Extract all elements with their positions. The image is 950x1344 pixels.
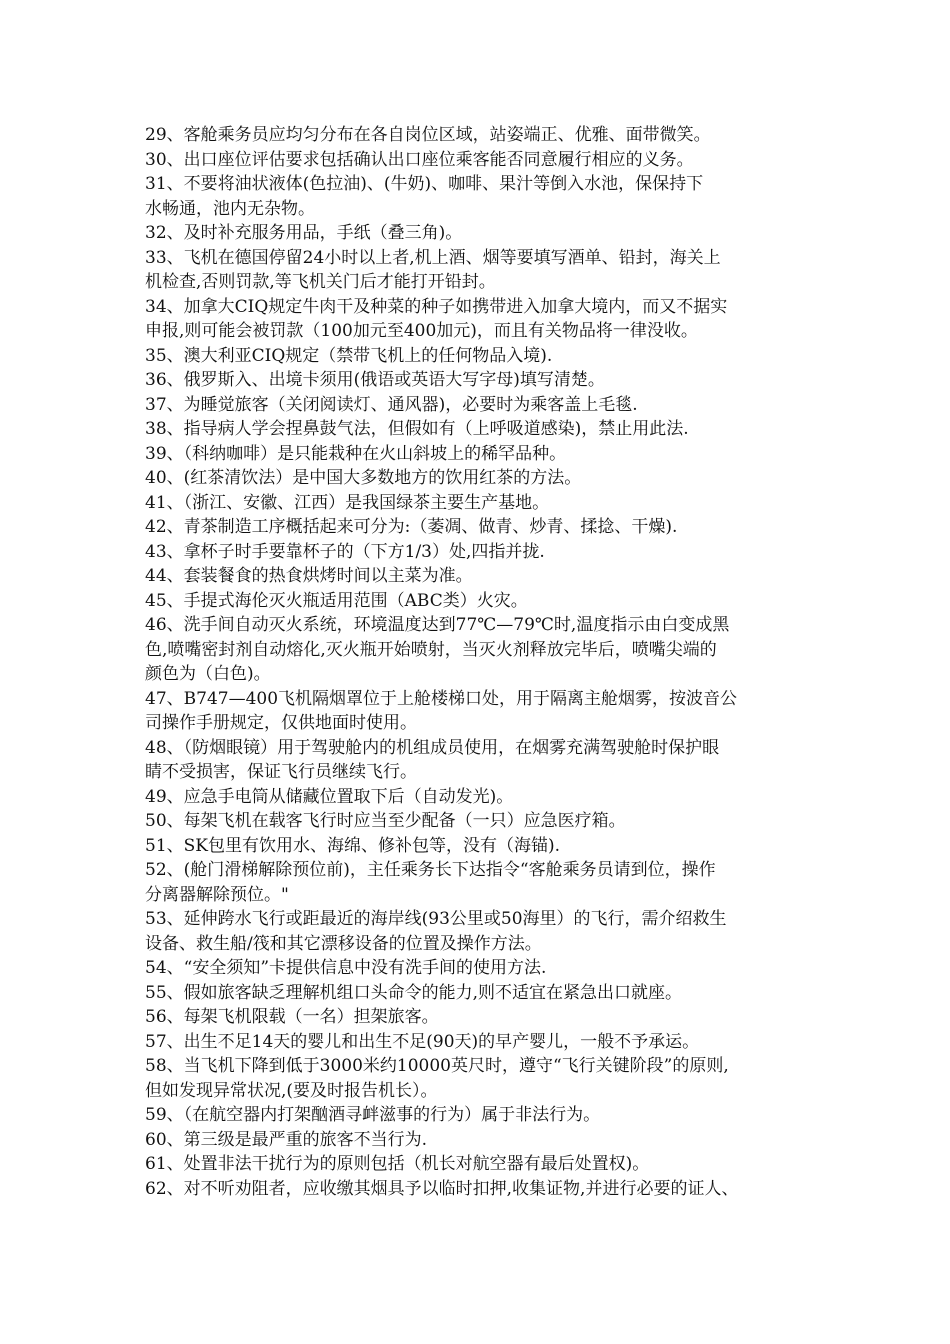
text-line: 44、套装餐食的热食烘烤时间以主菜为准。 [145,566,473,586]
text-line: 52、(舱门滑梯解除预位前)，主任乘务长下达指令“客舱乘务员请到位，操作 [145,860,716,880]
text-line: 32、及时补充服务用品，手纸（叠三角)。 [145,223,463,243]
text-line: 31、不要将油状液体(色拉油)、(牛奶)、咖啡、果汁等倒入水池，保保持下 [145,174,704,194]
text-line: 48、（防烟眼镜）用于驾驶舱内的机组成员使用，在烟雾充满驾驶舱时保护眼 [145,737,720,758]
text-line: 35、澳大利亚CIQ规定（禁带飞机上的任何物品入境). [145,345,553,366]
text-line: 机检查,否则罚款,等飞机关门后才能打开铅封。 [145,272,496,292]
text-line: 色,喷嘴密封剂自动熔化,灭火瓶开始喷射，当灭火剂释放完毕后，喷嘴尖端的 [145,639,717,660]
text-line: 但如发现异常状况,(要及时报告机长）。 [145,1080,438,1101]
text-line: 睛不受损害，保证飞行员继续飞行。 [145,762,417,782]
text-line: 42、青茶制造工序概括起来可分为:（萎凋、做青、炒青、揉捻、干燥). [145,517,678,537]
text-line: 设备、救生船/筏和其它漂移设备的位置及操作方法。 [145,933,542,954]
text-line: 45、手提式海伦灭火瓶适用范围（ABC类）火灾。 [145,590,528,611]
text-line: 62、对不听劝阻者，应收缴其烟具予以临时扣押,收集证物,并进行必要的证人、 [145,1178,739,1199]
text-line: 43、拿杯子时手要靠杯子的（下方1/3）处,四指并拢. [145,541,545,562]
text-line: 49、应急手电筒从储藏位置取下后（自动发光)。 [145,786,514,807]
text-line: 46、洗手间自动灭火系统，环境温度达到77℃—79℃时,温度指示由白变成黑 [145,615,730,635]
text-line: 水畅通，池内无杂物。 [145,198,315,219]
text-line: 60、第三级是最严重的旅客不当行为. [145,1129,428,1150]
text-line: 47、B747—400飞机隔烟罩位于上舱楼梯口处，用于隔离主舱烟雾，按波音公 [145,688,738,709]
text-line: 37、为睡觉旅客（关闭阅读灯、通风器)，必要时为乘客盖上毛毯. [145,394,638,415]
text-line: 57、出生不足14天的婴儿和出生不足(90天)的早产婴儿，一般不予承运。 [145,1031,700,1052]
text-line: 59、（在航空器内打架酗酒寻衅滋事的行为）属于非法行为。 [145,1105,601,1125]
text-line: 36、俄罗斯入、出境卡须用(俄语或英语大写字母)填写清楚。 [145,370,605,390]
text-line: 29、客舱乘务员应均匀分布在各自岗位区域，站姿端正、优雅、面带微笑。 [145,125,711,145]
text-line: 38、指导病人学会捏鼻鼓气法，但假如有（上呼吸道感染)，禁止用此法. [145,419,689,439]
text-line: 30、出口座位评估要求包括确认出口座位乘客能否同意履行相应的义务。 [145,149,694,170]
text-line: 颜色为（白色)。 [145,664,271,684]
document-body [145,123,810,1201]
text-line: 50、每架飞机在载客飞行时应当至少配备（一只）应急医疗箱。 [145,811,626,831]
text-line: 51、SK包里有饮用水、海绵、修补包等，没有（海锚). [145,835,561,856]
text-line: 分离器解除预位。" [145,884,289,905]
text-line: 39、（科纳咖啡）是只能栽种在火山斜坡上的稀罕品种。 [145,443,567,464]
text-line: 58、当飞机下降到低于3000米约10000英尺时，遵守“飞行关键阶段”的原则, [145,1056,729,1076]
text-line: 53、延伸跨水飞行或距最近的海岸线(93公里或50海里）的飞行，需介绍救生 [145,909,727,929]
text-line: 61、处置非法干扰行为的原则包括（机长对航空器有最后处置权)。 [145,1154,650,1174]
text-line: 申报,则可能会被罚款（100加元至400加元)，而且有关物品将一律没收。 [145,321,698,341]
text-line: 司操作手册规定，仅供地面时使用。 [145,713,417,733]
text-line: 56、每架飞机限载（一名）担架旅客。 [145,1007,439,1027]
text-line: 55、假如旅客缺乏理解机组口头命令的能力,则不适宜在紧急出口就座。 [145,982,683,1003]
text-line: 41、（浙江、安徽、江西）是我国绿茶主要生产基地。 [145,492,550,513]
text-line: 54、“安全须知”卡提供信息中没有洗手间的使用方法. [145,958,547,978]
text-line: 40、(红茶清饮法）是中国大多数地方的饮用红茶的方法。 [145,468,582,488]
text-line: 34、加拿大CIQ规定牛肉干及种菜的种子如携带进入加拿大境内，而又不据实 [145,296,728,317]
text-line: 33、飞机在德国停留24小时以上者,机上酒、烟等要填写酒单、铅封，海关上 [145,247,721,268]
